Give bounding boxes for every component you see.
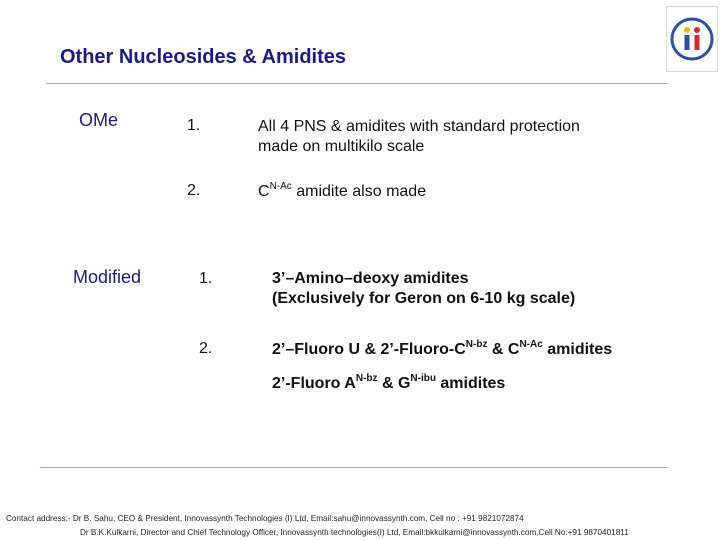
modified-extra-sup-a: N-bz xyxy=(355,373,378,384)
ome-item-2-rest: amidite also made xyxy=(291,183,427,200)
ome-label: OMe xyxy=(79,110,119,130)
modified-item-1-line2: (Exclusively for Geron on 6-10 kg scale) xyxy=(272,290,576,307)
ome-item-2-superscript: N-Ac xyxy=(269,181,292,192)
footer-divider xyxy=(40,467,668,468)
modified-item-2-part-c: amidites xyxy=(542,341,613,358)
modified-item-2-part-b: & C xyxy=(487,341,520,358)
title-divider xyxy=(46,83,668,84)
modified-extra-part-c: amidites xyxy=(435,375,506,392)
ome-item-1-number: 1. xyxy=(187,117,201,134)
modified-item-1-number: 1. xyxy=(199,270,213,287)
modified-item-2-text xyxy=(272,340,612,360)
ome-item-2-base: C xyxy=(258,183,270,200)
footer-contact-line-2: Dr B.K.Kulkarni, Director and Chief Technology Officer, Innovassynth technologies(I) Ltd, Email:bkkulkarni@innovassynth.com,Cell No:+91 9870401811 xyxy=(80,528,629,537)
modified-label: Modified xyxy=(73,267,142,287)
ome-item-1-text xyxy=(258,117,580,157)
modified-item-1-line1: 3’–Amino–deoxy amidites xyxy=(272,270,469,287)
modified-extra-text xyxy=(272,374,505,394)
modified-item-2-part-a: 2’–Fluoro U & 2’-Fluoro-C xyxy=(272,341,466,358)
modified-item-1-text xyxy=(272,269,575,309)
modified-item-2-number: 2. xyxy=(199,340,213,357)
ome-item-2-number: 2. xyxy=(187,182,201,199)
modified-item-2-sup-a: N-bz xyxy=(465,339,488,350)
page-title: Other Nucleosides & Amidites xyxy=(60,46,346,68)
footer-contact-line-1: Contact address:- Dr B. Sahu, CEO & President, Innovassynth Technologies (I) Ltd, Email:sahu@innovassynth.com, Cell no : +91 9821072874 xyxy=(6,514,524,523)
company-logo-icon xyxy=(669,11,715,67)
modified-extra-part-b: & G xyxy=(377,375,411,392)
modified-extra-part-a: 2’-Fluoro A xyxy=(272,375,356,392)
ome-item-1-line2: made on multikilo scale xyxy=(258,138,425,155)
modified-item-2-sup-b: N-Ac xyxy=(519,339,543,350)
ome-item-2-text xyxy=(258,182,426,202)
modified-extra-sup-b: N-ibu xyxy=(410,373,436,384)
ome-item-1-line1: All 4 PNS & amidites with standard protection xyxy=(258,118,580,135)
company-logo xyxy=(666,6,718,72)
